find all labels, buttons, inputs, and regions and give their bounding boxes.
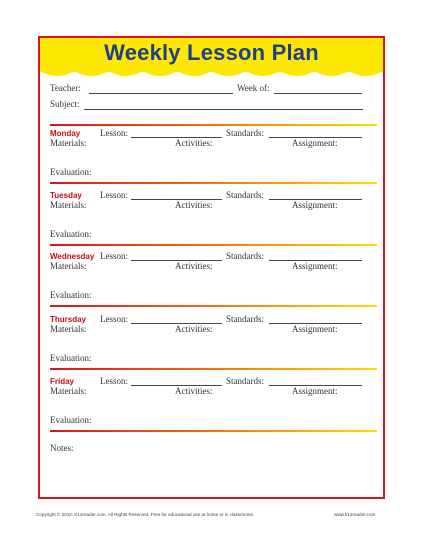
subject-line[interactable] <box>84 109 363 110</box>
materials-label: Materials: <box>50 200 87 210</box>
materials-label: Materials: <box>50 324 87 334</box>
notes-label: Notes: <box>50 443 74 453</box>
assignment-label: Assignment: <box>292 324 338 334</box>
assignment-label: Assignment: <box>292 386 338 396</box>
assignment-label: Assignment: <box>292 138 338 148</box>
day-name-tuesday: Tuesday <box>50 191 82 200</box>
standards-label: Standards: <box>226 251 264 261</box>
day-divider-friday <box>50 430 377 432</box>
teacher-line[interactable] <box>89 93 233 94</box>
lesson-label: Lesson: <box>100 128 128 138</box>
week-line[interactable] <box>274 93 362 94</box>
activities-label: Activities: <box>175 324 213 334</box>
day-divider-tuesday <box>50 244 377 246</box>
footer-website: www.k12reader.com <box>334 512 376 517</box>
lesson-label: Lesson: <box>100 376 128 386</box>
standards-label: Standards: <box>226 190 264 200</box>
activities-label: Activities: <box>175 138 213 148</box>
evaluation-label: Evaluation: <box>50 415 92 425</box>
day-name-monday: Monday <box>50 129 81 138</box>
evaluation-label: Evaluation: <box>50 229 92 239</box>
lesson-label: Lesson: <box>100 251 128 261</box>
header-divider <box>50 124 377 126</box>
activities-label: Activities: <box>175 200 213 210</box>
day-divider-wednesday <box>50 305 377 307</box>
assignment-label: Assignment: <box>292 261 338 271</box>
day-name-friday: Friday <box>50 377 75 386</box>
activities-label: Activities: <box>175 261 213 271</box>
evaluation-label: Evaluation: <box>50 290 92 300</box>
standards-label: Standards: <box>226 128 264 138</box>
day-divider-thursday <box>50 368 377 370</box>
standards-label: Standards: <box>226 314 264 324</box>
page-title: Weekly Lesson Plan <box>104 40 319 65</box>
day-name-wednesday: Wednesday <box>50 252 95 261</box>
day-name-thursday: Thursday <box>50 315 87 324</box>
day-divider-monday <box>50 182 377 184</box>
materials-label: Materials: <box>50 386 87 396</box>
assignment-label: Assignment: <box>292 200 338 210</box>
evaluation-label: Evaluation: <box>50 353 92 363</box>
lesson-label: Lesson: <box>100 190 128 200</box>
standards-label: Standards: <box>226 376 264 386</box>
footer-copyright: Copyright © 2012. K12reader.com. All Rights Reserved. Free for educational use at home or in classrooms. <box>36 512 255 517</box>
lesson-label: Lesson: <box>100 314 128 324</box>
materials-label: Materials: <box>50 261 87 271</box>
teacher-label: Teacher: <box>50 83 81 93</box>
banner-scallop-edge <box>40 71 383 79</box>
materials-label: Materials: <box>50 138 87 148</box>
activities-label: Activities: <box>175 386 213 396</box>
week-label: Week of: <box>237 83 270 93</box>
subject-label: Subject: <box>50 99 80 109</box>
evaluation-label: Evaluation: <box>50 167 92 177</box>
lesson-plan-sheet <box>38 36 385 499</box>
